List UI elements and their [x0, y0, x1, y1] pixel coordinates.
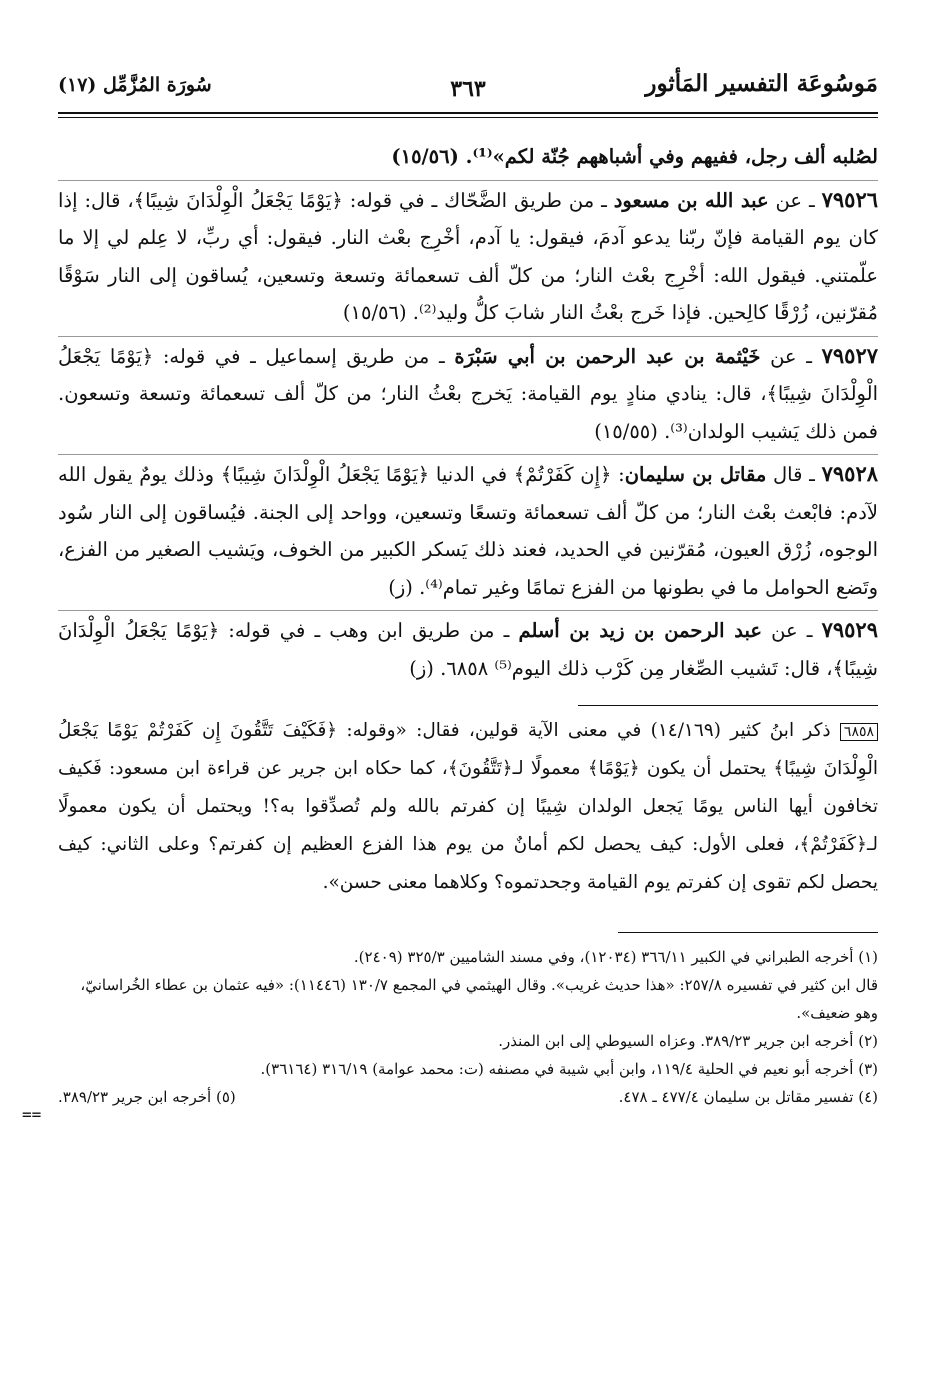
entry-number: ٧٩٥٢٦	[821, 186, 879, 212]
entry-79529	[58, 611, 878, 691]
narrator-name: عبد الله بن مسعود	[613, 188, 769, 212]
footnote-4: (٤) تفسير مقاتل بن سليمان ٤٧٧/٤ ـ ٤٧٨.	[618, 1088, 878, 1106]
entry-79527	[58, 337, 878, 456]
book-title: مَوسُوعَة التفسير المَأثور	[645, 70, 878, 97]
entry-number: ٧٩٥٢٧	[821, 342, 879, 368]
entry-79526	[58, 181, 878, 337]
footnote-2: (٢) أخرجه ابن جرير ٣٨٩/٢٣. وعزاه السيوطي إلى ابن المنذر.	[498, 1032, 878, 1050]
entry-79528	[58, 455, 878, 611]
footnote-separator	[618, 932, 878, 933]
running-head	[58, 60, 878, 114]
entry-number: ٧٩٥٢٨	[821, 461, 879, 486]
entry-text: ـ من طريق ابن وهب ـ في قوله: ﴿يَوْمًا يَجْعَلُ الْوِلْدَانَ شِيبًا﴾، قال: تَشيب الصِّغار مِن كَرْب ذلك اليوم⁽⁵⁾ ٦٨٥٨. (ز)	[58, 619, 878, 680]
page	[58, 60, 878, 1111]
main-text	[58, 138, 878, 691]
entry-lead: ـ قال	[766, 463, 815, 486]
narrator-name: عبد الرحمن بن زيد بن أسلم	[518, 619, 762, 642]
entry-text: : ﴿إِن كَفَرْتُمْ﴾ في الدنيا ﴿يَوْمًا يَجْعَلُ الْوِلْدَانَ شِيبًا﴾ وذلك يومٌ يقول الله لآدم: فابْعث بعْث النار؛ من كلّ ألف تسعمائة وتسعًا وتسعين، وواحد إلى الجنة. فيُساقون إلى النار سُود الوجوه، زُرْق العيون، مُقرّنين في الحديد، فعند ذلك يَسكر الكبير من الخوف، ويَشيب الصغير من الفزع، وتَضع الحوامل ما في بطونها من الفزع تمامًا وغير تمام⁽⁴⁾. (ز)	[58, 463, 878, 599]
footnote-3: (٣) أخرجه أبو نعيم في الحلية ١١٩/٤، وابن أبي شيبة في مصنفه (ت: محمد عوامة) ٣١٦/١٩ (٣٦١٦٤).	[260, 1060, 878, 1078]
header-rule	[58, 117, 878, 118]
footnote-5: (٥) أخرجه ابن جرير ٣٨٩/٢٣.	[58, 1088, 236, 1106]
entry-lead: ـ عن	[768, 188, 815, 212]
entry-text: ـ من طريق إسماعيل ـ في قوله: ﴿يَوْمًا يَجْعَلُ الْوِلْدَانَ شِيبًا﴾، قال: ينادي منادٍ يوم القيامة: يَخرج بعْثُ النار؛ من كلّ ألف تسعمائة وتسعة وتسعون. فمن ذلك يَشيب الولدان⁽³⁾. (١٥/٥٥)	[58, 344, 878, 443]
narrator-name: خَيْثمة بن عبد الرحمن بن أبي سَبْرَة	[454, 344, 761, 368]
note-separator	[578, 705, 878, 706]
narrator-name: مقاتل بن سليمان	[624, 463, 767, 486]
entry-lead: ـ عن	[760, 344, 812, 368]
entry-lead: ـ عن	[761, 619, 813, 642]
intro-line: لصُلبه ألف رجل، ففيهم وفي أشباههم جُنّة لكم»⁽¹⁾. (١٥/٥٦)	[58, 138, 878, 181]
surah-label: سُورَة المُزَّمِّل (١٧)	[58, 74, 212, 96]
entry-number: ٧٩٥٢٩	[821, 617, 878, 642]
footnotes	[58, 943, 878, 1111]
note-number-box: ٦٨٥٨	[840, 723, 878, 741]
author-note-text: ذكر ابنُ كثير (١٤/١٦٩) في معنى الآية قولين، فقال: «وقوله: ﴿فَكَيْفَ تَتَّقُونَ إِن كَفَرْتُمْ يَوْمًا يَجْعَلُ الْوِلْدَانَ شِيبًا﴾ يحتمل أن يكون ﴿يَوْمًا﴾ معمولًا لـ﴿تَتَّقُونَ﴾، كما حكاه ابن جرير عن قراءة ابن مسعود: فَكيف تخافون أيها الناس يومًا يَجعل الولدان شِيبًا إن كفرتم بالله ولم تُصدِّقوا به؟! ويحتمل أن يكون معمولًا لـ﴿كَفَرْتُمْ﴾، فعلى الأول: كيف يحصل لكم أمانٌ من يوم هذا الفزع العظيم إن كفرتم؟ وعلى الثاني: كيف يحصل لكم تقوى إن كفرتم يوم القيامة وجحدتموه؟ وكلاهما معنى حسن».	[58, 720, 878, 893]
margin-mark: ==	[22, 1105, 42, 1124]
author-note	[58, 712, 878, 902]
footnote-1-cont: قال ابن كثير في تفسيره ٢٥٧/٨: «هذا حديث غريب». وقال الهيثمي في المجمع ١٣٠/٧ (١١٤٤٦): «فيه عثمان بن عطاء الخُراسانيّ، وهو ضعيف».	[80, 976, 878, 1022]
page-number: ٣٦٣	[450, 76, 486, 102]
footnote-1: (١) أخرجه الطبراني في الكبير ٣٦٦/١١ (١٢٠٣٤)، وفي مسند الشاميين ٣٢٥/٣ (٢٤٠٩).	[353, 948, 878, 966]
footnote-row-4-5	[58, 1083, 878, 1111]
entry-text: ـ من طريق الضَّحّاك ـ في قوله: ﴿يَوْمًا يَجْعَلُ الْوِلْدَانَ شِيبًا﴾، قال: إذا كان يوم القيامة فإنّ ربّنا يدعو آدمَ، فيقول: يا آدم، أخْرِج بعْث النار. فيقول: أي ربِّ، لا عِلم لي إلا ما علّمتني. فيقول الله: أخْرِج بعْث النار؛ من كلّ ألف تسعمائة وتسعة وتسعين، يُساقون إلى النار سَوْقًا مُقرّنين، زُرْقًا كالِحين. فإذا خَرج بعْثُ النار شابَ كلُّ وليد⁽²⁾. (١٥/٥٦)	[58, 188, 878, 324]
